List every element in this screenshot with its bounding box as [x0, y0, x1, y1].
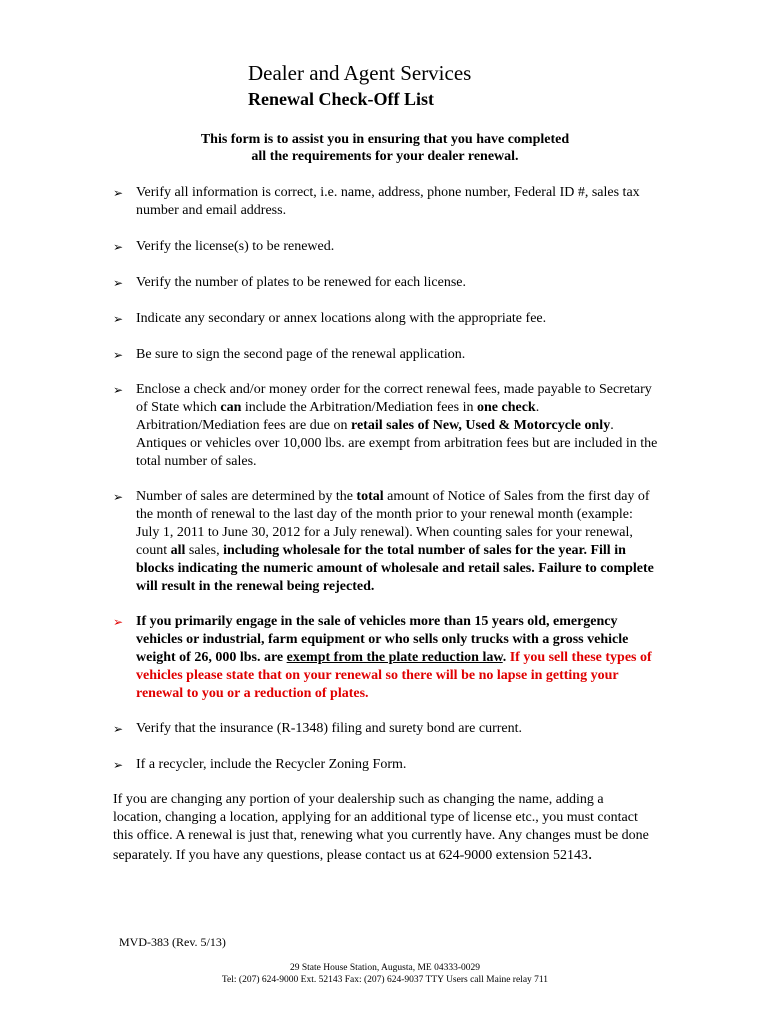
arrow-bullet-icon: ➢ [113, 490, 124, 504]
checklist-item-plate-exemption [113, 613, 658, 703]
checklist-item-text: Number of sales are determined by the total amount of Notice of Sales from the first day of the month of renewal to the last day of the month prior to your renewal month (example: July 1, 2011 to June 30, 2012 for a July renewal). When counting sales for your renewal, count all sales, including wholesale for the total number of sales for the year. Fill in blocks indicating the numeric amount of wholesale and retail sales. Failure to complete will result in the renewal being rejected. [136, 489, 654, 594]
checklist-item-text: Be sure to sign the second page of the renewal application. [136, 347, 466, 362]
page-subtitle: Renewal Check-Off List [248, 89, 434, 109]
arrow-bullet-icon: ➢ [113, 240, 124, 254]
checklist-item-recycler [113, 756, 658, 774]
arrow-bullet-icon: ➢ [113, 348, 124, 362]
checklist-item-insurance [113, 720, 658, 738]
arrow-bullet-icon: ➢ [113, 722, 124, 736]
arrow-bullet-icon: ➢ [113, 186, 124, 200]
checklist-item-sign [113, 346, 658, 364]
intro-text [150, 131, 620, 165]
footer-contact [150, 962, 620, 986]
checklist-item-text: Verify the license(s) to be renewed. [136, 239, 335, 254]
page-title: Dealer and Agent Services [248, 61, 472, 85]
checklist-item-verify-plates [113, 274, 658, 292]
exempt-law-link-text: exempt from the plate reduction law [286, 650, 503, 665]
checklist-item-verify-info [113, 184, 658, 220]
footer-phone: Tel: (207) 624-9000 Ext. 52143 Fax: (207) 624-9037 TTY Users call Maine relay 711 [221, 975, 549, 985]
checklist-item-enclose-check [113, 381, 658, 471]
checklist-item-text: If you primarily engage in the sale of vehicles more than 15 years old, emergency vehicles or industrial, farm equipment or who sells only trucks with a gross vehicle weight of 26, 000 lbs. are exempt from the plate reduction law. If you sell these types of vehicles please state that on your renewal so there will be no lapse in getting your renewal to you or a reduction of plates. [136, 614, 652, 701]
intro-line-1: This form is to assist you in ensuring that you have completed [200, 132, 570, 147]
arrow-bullet-icon: ➢ [113, 615, 124, 629]
checklist-item-text: If a recycler, include the Recycler Zoning Form. [136, 757, 407, 772]
arrow-bullet-icon: ➢ [113, 383, 124, 397]
checklist-item-text: Verify the number of plates to be renewed for each license. [136, 275, 467, 290]
checklist-item-secondary-locations [113, 310, 658, 328]
checklist-item-verify-licenses [113, 238, 658, 256]
checklist-item-text: Verify that the insurance (R-1348) filing and surety bond are current. [136, 721, 523, 736]
checklist-item-number-of-sales [113, 488, 658, 596]
checklist-item-text: Indicate any secondary or annex locations along with the appropriate fee. [136, 311, 547, 326]
checklist-item-text: Enclose a check and/or money order for the correct renewal fees, made payable to Secretary of State which can include the Arbitration/Mediation fees in one check. Arbitration/Mediation fees are due on retail sales of New, Used & Motorcycle only. Antiques or vehicles over 10,000 lbs. are exempt from arbitration fees but are included in the total number of sales. [136, 382, 658, 469]
checklist-item-text: Verify all information is correct, i.e. name, address, phone number, Federal ID #, sales tax number and email address. [136, 185, 640, 218]
arrow-bullet-icon: ➢ [113, 312, 124, 326]
closing-paragraph: If you are changing any portion of your dealership such as changing the name, adding a location, changing a location, applying for an additional type of license etc., you must contact this office. A renewal is just that, renewing what you currently have. Any changes must be done separately. If you have any questions, please contact us at 624-9000 extension 52143. [113, 792, 649, 863]
red-warning-text: If you sell these types of vehicles please state that on your renewal so there will be no lapse in getting your renewal to you or a reduction of plates. [136, 650, 652, 701]
footer-address: 29 State House Station, Augusta, ME 04333-0029 [290, 963, 480, 973]
intro-line-2: all the requirements for your dealer renewal. [251, 149, 519, 164]
arrow-bullet-icon: ➢ [113, 758, 124, 772]
form-number: MVD-383 (Rev. 5/13) [119, 935, 226, 949]
arrow-bullet-icon: ➢ [113, 276, 124, 290]
